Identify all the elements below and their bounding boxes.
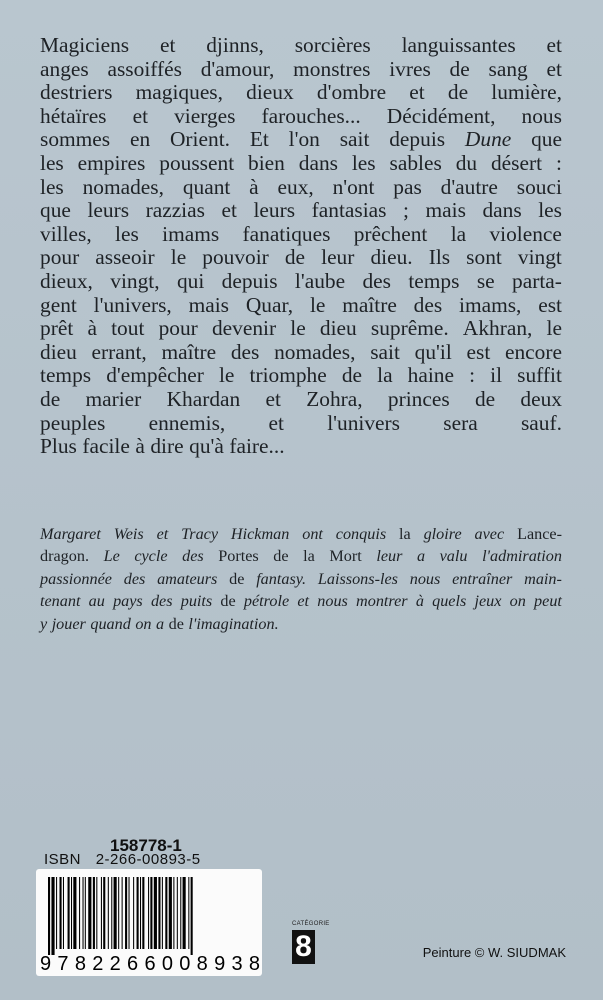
blurb-word: facile bbox=[82, 434, 130, 459]
about-word: quand bbox=[90, 614, 131, 633]
barcode-bar bbox=[63, 877, 64, 949]
blurb-word: les bbox=[351, 150, 376, 175]
blurb-word: dire bbox=[150, 434, 184, 459]
blurb-word: depuis bbox=[389, 127, 446, 152]
blurb-word: prêt bbox=[40, 316, 74, 341]
blurb-line bbox=[40, 223, 562, 247]
about-word: Portes bbox=[218, 547, 259, 566]
blurb-word: que bbox=[531, 127, 562, 152]
isbn-line bbox=[44, 851, 201, 868]
blurb-line bbox=[40, 152, 562, 176]
blurb-word: imams bbox=[162, 221, 220, 246]
blurb-word: sait bbox=[339, 127, 370, 152]
about-line bbox=[40, 568, 562, 590]
blurb-word: à bbox=[135, 434, 145, 459]
about-word: et bbox=[156, 525, 169, 543]
blurb-word: empires bbox=[77, 150, 146, 175]
blurb-word: lumière, bbox=[491, 80, 562, 105]
barcode-bar bbox=[85, 877, 86, 949]
barcode-bar bbox=[133, 877, 134, 949]
blurb-word: farouches... bbox=[261, 103, 361, 128]
about-word: de bbox=[229, 569, 245, 588]
about-word: Laissons-les bbox=[317, 569, 398, 588]
about-word: passionnée bbox=[40, 569, 112, 588]
barcode-bar bbox=[51, 877, 54, 955]
barcode-bar bbox=[142, 877, 144, 949]
blurb-word: fanatiques bbox=[242, 221, 331, 246]
blurb-word: de bbox=[40, 386, 61, 411]
about-word: nous bbox=[317, 592, 348, 611]
barcode-digit: 7 bbox=[57, 953, 69, 975]
about-word: ont bbox=[302, 525, 323, 543]
blurb-word: ; bbox=[403, 198, 409, 223]
about-word: de bbox=[220, 592, 236, 611]
barcode-bar bbox=[93, 877, 95, 949]
blurb-word: haine bbox=[407, 363, 454, 388]
blurb-word: qu'à bbox=[189, 434, 224, 459]
barcode-bar bbox=[108, 877, 109, 949]
barcode-digit: 8 bbox=[248, 953, 260, 975]
barcode-bar bbox=[114, 877, 117, 949]
blurb-word: se bbox=[476, 268, 495, 293]
about-word: la bbox=[399, 525, 411, 543]
blurb-word: temps bbox=[408, 268, 460, 293]
blurb-word: sables bbox=[389, 150, 442, 175]
cover-art-credit: Peinture © W. SIUDMAK bbox=[422, 945, 566, 960]
blurb-line bbox=[40, 412, 562, 436]
blurb-word: d'empêcher bbox=[106, 363, 204, 388]
about-line bbox=[40, 545, 562, 567]
blurb-line bbox=[40, 246, 562, 270]
blurb-word: sait bbox=[370, 339, 400, 364]
blurb-word: des bbox=[230, 339, 260, 364]
about-word: dragon. bbox=[40, 547, 89, 566]
about-word: valu bbox=[439, 547, 468, 566]
about-word: a bbox=[416, 547, 426, 566]
barcode-bar bbox=[83, 877, 84, 949]
barcode-bar bbox=[68, 877, 70, 949]
blurb-word: pouvoir bbox=[202, 245, 269, 270]
about-word: l'imagination. bbox=[188, 614, 279, 633]
blurb-word: Magiciens bbox=[40, 33, 130, 57]
about-word: tenant bbox=[40, 592, 81, 611]
blurb-word: l'univers bbox=[327, 410, 400, 435]
blurb-word: magiques, bbox=[135, 80, 223, 105]
blurb-word: Décidément, bbox=[386, 103, 496, 128]
about-word: avec bbox=[474, 525, 505, 543]
blurb-word: leurs bbox=[253, 198, 296, 223]
blurb-line bbox=[40, 317, 562, 341]
barcode-bar bbox=[162, 877, 163, 949]
blurb-word: et bbox=[546, 33, 562, 57]
blurb-word: sommes bbox=[40, 127, 111, 152]
about-word: Le bbox=[103, 547, 120, 566]
blurb-word: et bbox=[409, 80, 425, 105]
blurb-word: pour bbox=[40, 245, 80, 270]
blurb-word: dieu bbox=[319, 316, 357, 341]
about-line bbox=[40, 523, 562, 545]
blurb-word: maître bbox=[161, 339, 217, 364]
barcode-digit: 9 bbox=[40, 953, 52, 975]
barcode-bar bbox=[111, 877, 112, 949]
about-word: des bbox=[123, 569, 146, 588]
blurb-word: Khardan bbox=[166, 386, 241, 411]
blurb-word: dieu. bbox=[370, 245, 413, 270]
blurb-word: princes bbox=[387, 386, 450, 411]
barcode bbox=[36, 869, 262, 976]
blurb-word: le bbox=[546, 316, 562, 341]
blurb-word: errant, bbox=[91, 339, 147, 364]
blurb-word: monstres bbox=[293, 56, 371, 81]
blurb-word: Orient. bbox=[169, 127, 230, 152]
blurb-line bbox=[40, 388, 562, 412]
barcode-digit: 6 bbox=[144, 953, 156, 975]
blurb-word: dieux bbox=[246, 80, 294, 105]
barcode-bar bbox=[158, 877, 160, 949]
blurb-word: d'autre bbox=[440, 174, 498, 199]
about-word: peut bbox=[534, 592, 562, 611]
barcode-bar bbox=[122, 877, 123, 949]
blurb-word: maître bbox=[342, 292, 397, 317]
blurb-word: villes, bbox=[40, 221, 92, 246]
blurb-word: que bbox=[40, 198, 71, 223]
category-badge bbox=[292, 921, 330, 965]
blurb-word: suffit bbox=[517, 363, 562, 388]
barcode-bar bbox=[140, 877, 141, 949]
blurb-word: faire... bbox=[229, 434, 285, 459]
blurb-word: sont bbox=[466, 245, 502, 270]
blurb-word: deux bbox=[520, 386, 562, 411]
blurb-word: gent bbox=[40, 292, 77, 317]
blurb-word: djinns, bbox=[206, 33, 264, 57]
blurb-word: d'amour, bbox=[200, 56, 275, 81]
blurb-word: eux, bbox=[277, 174, 314, 199]
blurb-word: mais bbox=[425, 198, 466, 223]
barcode-bar bbox=[56, 877, 57, 949]
blurb-line bbox=[40, 34, 562, 58]
blurb-word: triomphe bbox=[249, 363, 327, 388]
blurb-word: temps bbox=[40, 363, 92, 388]
blurb-word: dieux, bbox=[40, 268, 93, 293]
blurb-word: sera bbox=[443, 410, 478, 435]
barcode-digit: 0 bbox=[161, 953, 173, 975]
blurb-word: qui bbox=[176, 268, 205, 293]
blurb-word: de bbox=[474, 386, 496, 411]
blurb-word: pas bbox=[393, 174, 422, 199]
blurb-word: en bbox=[129, 127, 151, 152]
blurb-word: la bbox=[377, 363, 393, 388]
blurb-word: les bbox=[40, 150, 64, 175]
blurb-word: Quar, bbox=[245, 292, 294, 317]
about-word: main- bbox=[524, 569, 562, 588]
blurb-word: dieu bbox=[40, 339, 77, 364]
blurb-word: ennemis, bbox=[148, 410, 226, 435]
about-word: de bbox=[168, 614, 184, 633]
blurb-text bbox=[40, 34, 562, 459]
barcode-digit: 2 bbox=[109, 953, 121, 975]
blurb-word: parta- bbox=[512, 268, 562, 293]
blurb-word: des bbox=[362, 268, 391, 293]
category-number: 8 bbox=[292, 930, 315, 964]
blurb-word: de bbox=[449, 56, 470, 81]
blurb-word: destriers bbox=[40, 80, 113, 105]
about-word: jeux bbox=[474, 592, 502, 611]
blurb-word: quant bbox=[182, 174, 231, 199]
blurb-word: nomades, bbox=[274, 339, 356, 364]
about-word: nous bbox=[409, 569, 441, 588]
barcode-bar bbox=[129, 877, 130, 949]
about-word: des bbox=[150, 592, 173, 611]
blurb-word: encore bbox=[504, 339, 562, 364]
barcode-bar bbox=[191, 877, 193, 955]
blurb-word: et bbox=[265, 386, 281, 411]
barcode-digit: 8 bbox=[74, 953, 86, 975]
blurb-word: Akhran, bbox=[462, 316, 533, 341]
blurb-word: les bbox=[538, 198, 562, 223]
barcode-bar bbox=[188, 877, 189, 949]
blurb-word: de bbox=[284, 245, 306, 270]
barcode-digit: 0 bbox=[179, 953, 191, 975]
barcode-bar bbox=[118, 877, 119, 949]
blurb-word: l'aube bbox=[294, 268, 346, 293]
blurb-word: est bbox=[538, 292, 562, 317]
blurb-word: à bbox=[249, 174, 259, 199]
about-word: la bbox=[303, 547, 315, 566]
about-word: y bbox=[40, 614, 48, 633]
barcode-bar bbox=[125, 877, 127, 949]
barcode-bar bbox=[71, 877, 72, 949]
barcode-bar bbox=[88, 877, 91, 949]
blurb-word: et bbox=[159, 33, 176, 57]
blurb-word: à bbox=[87, 316, 97, 341]
blurb-word: violence bbox=[489, 221, 562, 246]
blurb-line bbox=[40, 341, 562, 365]
blurb-word: leur bbox=[321, 245, 355, 270]
blurb-word: qu'il bbox=[414, 339, 452, 364]
about-word: fantasy. bbox=[256, 569, 307, 588]
barcode-bar bbox=[180, 877, 181, 949]
barcode-bar bbox=[96, 877, 97, 949]
about-word: leur bbox=[376, 547, 403, 566]
blurb-word: sang bbox=[488, 56, 528, 81]
blurb-word: l'on bbox=[288, 127, 320, 152]
blurb-line bbox=[40, 199, 562, 223]
blurb-word: désert bbox=[490, 150, 543, 175]
blurb-word: et bbox=[132, 103, 149, 128]
about-word: entraîner bbox=[452, 569, 513, 588]
blurb-word: de bbox=[341, 363, 363, 388]
barcode-digit: 2 bbox=[92, 953, 104, 975]
blurb-word: peuples bbox=[40, 410, 106, 435]
blurb-word: depuis bbox=[221, 268, 278, 293]
blurb-word: pour bbox=[158, 316, 198, 341]
about-word: à bbox=[415, 592, 424, 611]
about-word: on bbox=[135, 614, 152, 633]
blurb-word: Zohra, bbox=[306, 386, 363, 411]
blurb-line bbox=[40, 364, 562, 388]
barcode-bar bbox=[173, 877, 174, 949]
barcode-bar bbox=[148, 877, 149, 949]
barcode-digit: 8 bbox=[196, 953, 208, 975]
blurb-word: le bbox=[170, 245, 187, 270]
blurb-word: tout bbox=[111, 316, 145, 341]
barcode-bars-icon bbox=[36, 869, 262, 955]
barcode-digits bbox=[40, 953, 260, 976]
barcode-bar bbox=[79, 877, 80, 949]
blurb-word: et bbox=[546, 56, 562, 81]
blurb-word: l'univers, bbox=[93, 292, 172, 317]
about-word: conquis bbox=[335, 525, 387, 543]
blurb-word: nomades, bbox=[82, 174, 164, 199]
about-word: des bbox=[182, 547, 204, 566]
about-line bbox=[40, 613, 562, 635]
blurb-line bbox=[40, 176, 562, 200]
about-word: on bbox=[509, 592, 526, 611]
blurb-word: dans bbox=[482, 198, 522, 223]
about-line bbox=[40, 590, 562, 612]
about-word: gloire bbox=[423, 525, 462, 543]
blurb-word: le bbox=[218, 363, 235, 388]
about-word: Hickman bbox=[230, 525, 290, 543]
about-word: amateurs bbox=[157, 569, 218, 588]
blurb-word: la bbox=[450, 221, 467, 246]
blurb-word: il bbox=[490, 363, 503, 388]
barcode-bar bbox=[137, 877, 139, 949]
about-word: au bbox=[88, 592, 105, 611]
blurb-word: n'ont bbox=[332, 174, 375, 199]
blurb-word: vingt bbox=[517, 245, 562, 270]
blurb-word: fantasias bbox=[311, 198, 387, 223]
about-word: Mort bbox=[329, 547, 362, 566]
barcode-bar bbox=[165, 877, 167, 949]
blurb-line bbox=[40, 128, 562, 152]
blurb-word: asseoir bbox=[95, 245, 155, 270]
about-word: a bbox=[156, 614, 165, 633]
blurb-word: languissantes bbox=[401, 33, 516, 57]
blurb-word: et bbox=[221, 198, 237, 223]
about-word: Weis bbox=[113, 525, 144, 543]
about-word: l'admiration bbox=[482, 547, 562, 566]
authors-paragraph bbox=[40, 523, 562, 635]
blurb-word: hétaïres bbox=[40, 103, 107, 128]
blurb-word: : bbox=[555, 150, 562, 175]
barcode-bar bbox=[150, 877, 152, 949]
blurb-word: mais bbox=[188, 292, 230, 317]
barcode-bar bbox=[48, 877, 50, 955]
about-word: montrer bbox=[356, 592, 408, 611]
blurb-word: sauf. bbox=[520, 410, 562, 435]
about-word: Tracy bbox=[181, 525, 219, 543]
blurb-word: leurs bbox=[87, 198, 130, 223]
about-word: de bbox=[273, 547, 289, 566]
blurb-line bbox=[40, 435, 562, 459]
blurb-line bbox=[40, 105, 562, 129]
blurb-word: bien bbox=[248, 150, 285, 175]
about-word: Margaret bbox=[40, 525, 101, 543]
barcode-bar bbox=[103, 877, 105, 949]
blurb-word: d'ombre bbox=[316, 80, 387, 105]
barcode-digit: 9 bbox=[214, 953, 226, 975]
blurb-word: les bbox=[115, 221, 139, 246]
blurb-word: Dune bbox=[464, 127, 512, 152]
blurb-word: assoiffés bbox=[107, 56, 182, 81]
barcode-bar bbox=[60, 877, 62, 949]
blurb-line bbox=[40, 81, 562, 105]
blurb-word: Plus bbox=[40, 434, 77, 459]
barcode-bar bbox=[154, 877, 157, 949]
about-word: pétrole bbox=[243, 592, 290, 611]
blurb-line bbox=[40, 58, 562, 82]
blurb-word: razzias bbox=[145, 198, 205, 223]
blurb-line bbox=[40, 294, 562, 318]
about-word: pays bbox=[113, 592, 143, 611]
blurb-word: dans bbox=[298, 150, 338, 175]
blurb-word: suprême. bbox=[370, 316, 449, 341]
blurb-word: devenir bbox=[211, 316, 277, 341]
about-word: Lance- bbox=[517, 525, 562, 543]
isbn-label: ISBN bbox=[44, 851, 82, 868]
blurb-word: : bbox=[469, 363, 476, 388]
barcode-bar bbox=[169, 877, 172, 949]
blurb-word: Et bbox=[249, 127, 269, 152]
blurb-word: ivres bbox=[389, 56, 431, 81]
blurb-word: sorcières bbox=[294, 33, 371, 57]
category-label: CATÉGORIE bbox=[292, 921, 330, 927]
blurb-word: et bbox=[268, 410, 284, 435]
isbn-value: 2-266-00893-5 bbox=[95, 851, 201, 868]
blurb-word: de bbox=[447, 80, 469, 105]
about-word: et bbox=[297, 592, 310, 611]
blurb-word: poussent bbox=[159, 150, 235, 175]
blurb-word: des bbox=[413, 292, 443, 317]
blurb-word: vingt, bbox=[110, 268, 160, 293]
barcode-bar bbox=[183, 877, 186, 949]
blurb-word: imams, bbox=[459, 292, 522, 317]
blurb-line bbox=[40, 270, 562, 294]
barcode-bar bbox=[73, 877, 76, 949]
blurb-word: est bbox=[466, 339, 491, 364]
barcode-bar bbox=[101, 877, 102, 949]
barcode-digit: 6 bbox=[127, 953, 139, 975]
reference-number: 158778-1 bbox=[110, 836, 182, 855]
blurb-word: le bbox=[309, 292, 326, 317]
about-word: quels bbox=[432, 592, 467, 611]
barcode-bar bbox=[177, 877, 178, 949]
blurb-word: les bbox=[40, 174, 64, 199]
barcode-digit: 3 bbox=[231, 953, 243, 975]
blurb-word: marier bbox=[85, 386, 142, 411]
blurb-word: souci bbox=[516, 174, 562, 199]
blurb-word: Ils bbox=[428, 245, 451, 270]
blurb-word: anges bbox=[40, 56, 89, 81]
blurb-word: le bbox=[290, 316, 306, 341]
about-word: cycle bbox=[134, 547, 168, 566]
blurb-word: prêchent bbox=[353, 221, 428, 246]
about-word: jouer bbox=[51, 614, 86, 633]
about-word: puits bbox=[180, 592, 213, 611]
blurb-word: du bbox=[455, 150, 478, 175]
blurb-word: vierges bbox=[174, 103, 236, 128]
blurb-word: nous bbox=[521, 103, 562, 128]
